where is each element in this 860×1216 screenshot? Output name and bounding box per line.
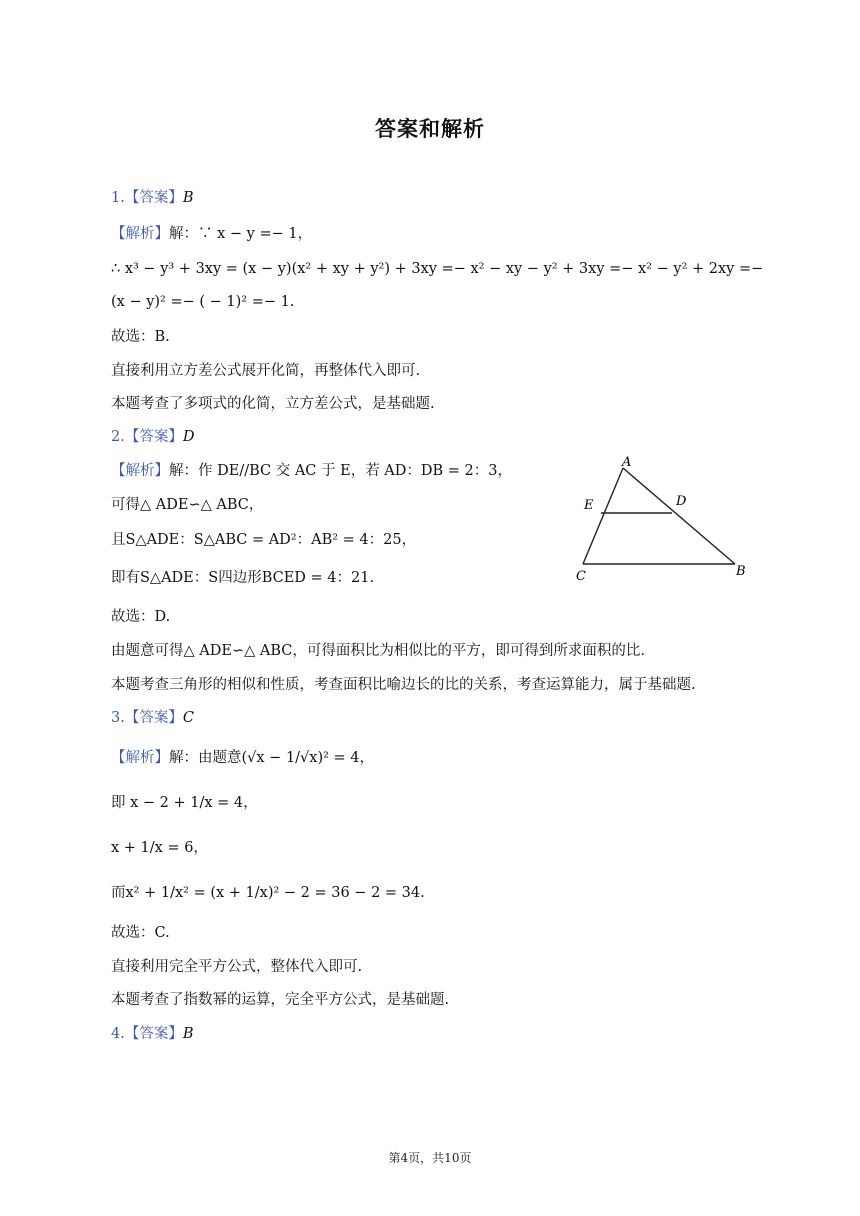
side-ac	[583, 468, 623, 564]
q1-answer-header	[111, 188, 194, 208]
q2-line-5: 故选：D.	[111, 609, 171, 625]
q2-number: 2.	[111, 429, 125, 445]
label-c: C	[576, 569, 586, 584]
q3-line-5: 故选：C.	[111, 925, 170, 941]
q3-analysis-line-1	[111, 748, 374, 768]
q1-line-5: 直接利用立方差公式展开化简，再整体代入即可.	[111, 363, 421, 379]
q2-line-2: 可得△ ADE∽△ ABC，	[111, 497, 264, 513]
q2-line-1-text: 解：作 DE//BC 交 AC 于 E，若 AD：DB = 2：3，	[169, 463, 513, 479]
q4-answer-header	[111, 1024, 194, 1044]
q2-answer-header	[111, 427, 194, 447]
q1-answer-value: B	[182, 190, 194, 206]
q3-answer-value: C	[182, 710, 194, 726]
label-b: B	[736, 564, 746, 579]
q2-line-3: 且S△ADE：S△ABC = AD²：AB² = 4：25，	[111, 532, 417, 548]
q3-analysis-tag: 【解析】	[111, 750, 169, 766]
q2-analysis-line-1	[111, 461, 512, 481]
side-ab	[623, 468, 735, 564]
q1-analysis-line-1	[111, 224, 312, 244]
q1-line-3: (x − y)² =− ( − 1)² =− 1.	[111, 294, 295, 310]
q3-answer-header	[111, 708, 194, 728]
q1-line-2: ∴ x³ − y³ + 3xy = (x − y)(x² + xy + y²) + 3xy =− x² − xy − y² + 3xy =− x² − y² + 2xy =−	[111, 261, 764, 277]
q1-answer-tag: 【答案】	[124, 190, 183, 206]
q2-line-6: 由题意可得△ ADE∽△ ABC，可得面积比为相似比的平方，即可得到所求面积的比.	[111, 643, 645, 659]
q2-answer-value: D	[182, 429, 195, 445]
q1-line-1-text: 解：∵ x − y =− 1，	[169, 226, 313, 242]
q1-line-4: 故选：B.	[111, 329, 170, 345]
q3-line-4: 而x² + 1/x² = (x + 1/x)² − 2 = 36 − 2 = 34.	[111, 885, 425, 901]
q2-line-7: 本题考查三角形的相似和性质，考查面积比喻边长的比的关系，考查运算能力，属于基础题.	[111, 677, 696, 693]
q1-line-6: 本题考查了多项式的化简，立方差公式，是基础题.	[111, 396, 435, 412]
q2-analysis-tag: 【解析】	[111, 463, 169, 479]
q3-line-7: 本题考查了指数幂的运算，完全平方公式，是基础题.	[111, 992, 450, 1008]
q2-line-4: 即有S△ADE：S四边形BCED = 4：21.	[111, 570, 375, 586]
label-d: D	[676, 494, 687, 509]
q4-number: 4.	[111, 1026, 125, 1042]
q3-line-6: 直接利用完全平方公式，整体代入即可.	[111, 959, 363, 975]
q3-answer-tag: 【答案】	[124, 710, 183, 726]
q4-answer-tag: 【答案】	[124, 1026, 183, 1042]
q3-number: 3.	[111, 710, 125, 726]
q1-number: 1.	[111, 190, 125, 206]
q2-answer-tag: 【答案】	[124, 429, 183, 445]
page-title: 答案和解析	[375, 117, 485, 141]
q3-line-1-text: 解：由题意(√x − 1/√x)² = 4，	[169, 750, 375, 766]
q3-line-3: x + 1/x = 6，	[111, 840, 208, 856]
label-e: E	[584, 498, 594, 513]
q1-analysis-tag: 【解析】	[111, 226, 169, 242]
triangle-figure	[570, 452, 760, 592]
q4-answer-value: B	[182, 1026, 194, 1042]
q3-line-2: 即 x − 2 + 1/x = 4，	[111, 795, 258, 811]
page-footer: 第4页，共10页	[388, 1151, 472, 1165]
label-a: A	[622, 455, 632, 470]
